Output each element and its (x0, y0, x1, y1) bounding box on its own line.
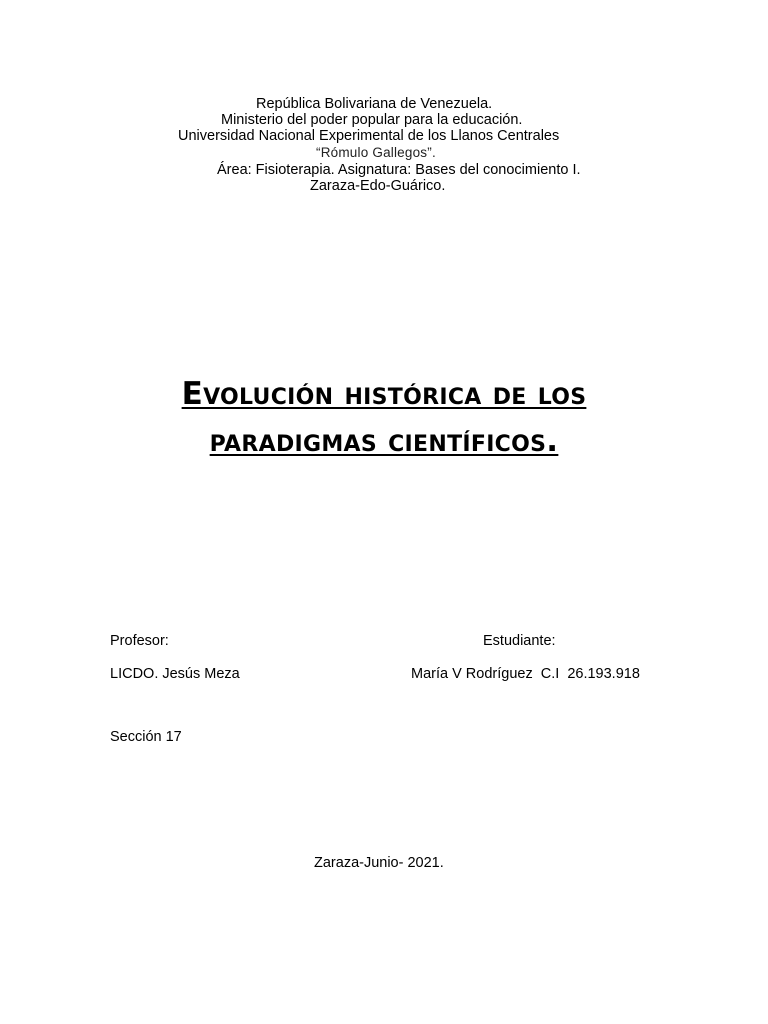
header-ministry: Ministerio del poder popular para la educación. (221, 112, 523, 128)
professor-label: Profesor: (110, 633, 169, 649)
title-text-1: Evolución histórica de los (181, 376, 587, 412)
professor-name: LICDO. Jesús Meza (110, 666, 240, 682)
header-republic: República Bolivariana de Venezuela. (256, 96, 493, 112)
header-location: Zaraza-Edo-Guárico. (310, 178, 446, 194)
student-label: Estudiante: (483, 633, 556, 649)
document-title-line-1 (0, 376, 768, 412)
header-area-subject: Área: Fisioterapia. Asignatura: Bases del conocimiento I. (217, 162, 581, 178)
student-name-id: María V Rodríguez C.I 26.193.918 (411, 666, 640, 682)
place-date: Zaraza-Junio- 2021. (314, 855, 444, 871)
title-text-2: paradigmas científicos. (209, 423, 559, 459)
header-university-name: “Rómulo Gallegos”. (316, 145, 436, 160)
document-title-line-2 (0, 423, 768, 459)
section-number: Sección 17 (110, 729, 182, 745)
header-university: Universidad Nacional Experimental de los Llanos Centrales (178, 128, 560, 144)
